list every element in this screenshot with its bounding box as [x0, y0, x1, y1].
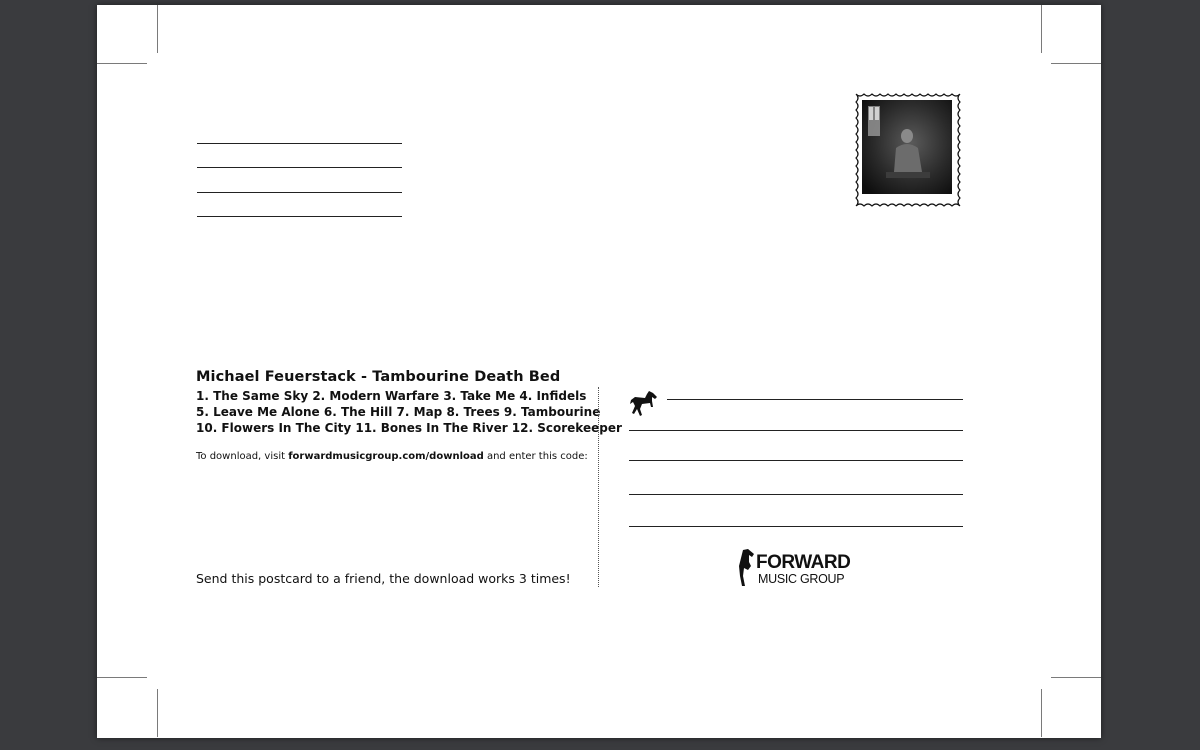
dotted-divider	[598, 387, 599, 587]
address-line	[667, 399, 963, 400]
return-address-line	[197, 167, 402, 168]
return-address-line	[197, 192, 402, 193]
download-suffix: and enter this code:	[483, 451, 588, 462]
crop-mark	[1051, 63, 1101, 64]
forward-music-group-logo	[737, 548, 857, 590]
crop-mark	[1041, 5, 1042, 53]
track-line: 5. Leave Me Alone 6. The Hill 7. Map 8. Trees 9. Tambourine	[196, 405, 601, 419]
logo-line2: MUSIC GROUP	[758, 572, 845, 586]
crop-mark	[1051, 677, 1101, 678]
album-title: Michael Feuerstack - Tambourine Death Bed	[196, 369, 561, 385]
horse-icon	[627, 387, 661, 421]
crop-mark	[157, 5, 158, 53]
horse-icon	[737, 548, 757, 588]
return-address-line	[197, 143, 402, 144]
send-note: Send this postcard to a friend, the download works 3 times!	[196, 571, 571, 586]
logo-line1: FORWARD	[756, 552, 851, 573]
crop-mark	[1041, 689, 1042, 737]
return-address-line	[197, 216, 402, 217]
address-line	[629, 430, 963, 431]
crop-mark	[157, 689, 158, 737]
download-url: forwardmusicgroup.com/download	[288, 451, 484, 462]
download-prefix: To download, visit	[196, 451, 289, 462]
album-cover-stamp	[852, 90, 962, 208]
track-list	[196, 388, 622, 436]
address-line	[629, 460, 963, 461]
crop-mark	[97, 63, 147, 64]
address-line	[629, 494, 963, 495]
crop-mark	[97, 677, 147, 678]
track-line: 10. Flowers In The City 11. Bones In The River 12. Scorekeeper	[196, 421, 622, 435]
download-instructions	[196, 451, 588, 462]
postcard-page	[97, 5, 1101, 738]
address-line	[629, 526, 963, 527]
track-line: 1. The Same Sky 2. Modern Warfare 3. Take Me 4. Infidels	[196, 389, 587, 403]
